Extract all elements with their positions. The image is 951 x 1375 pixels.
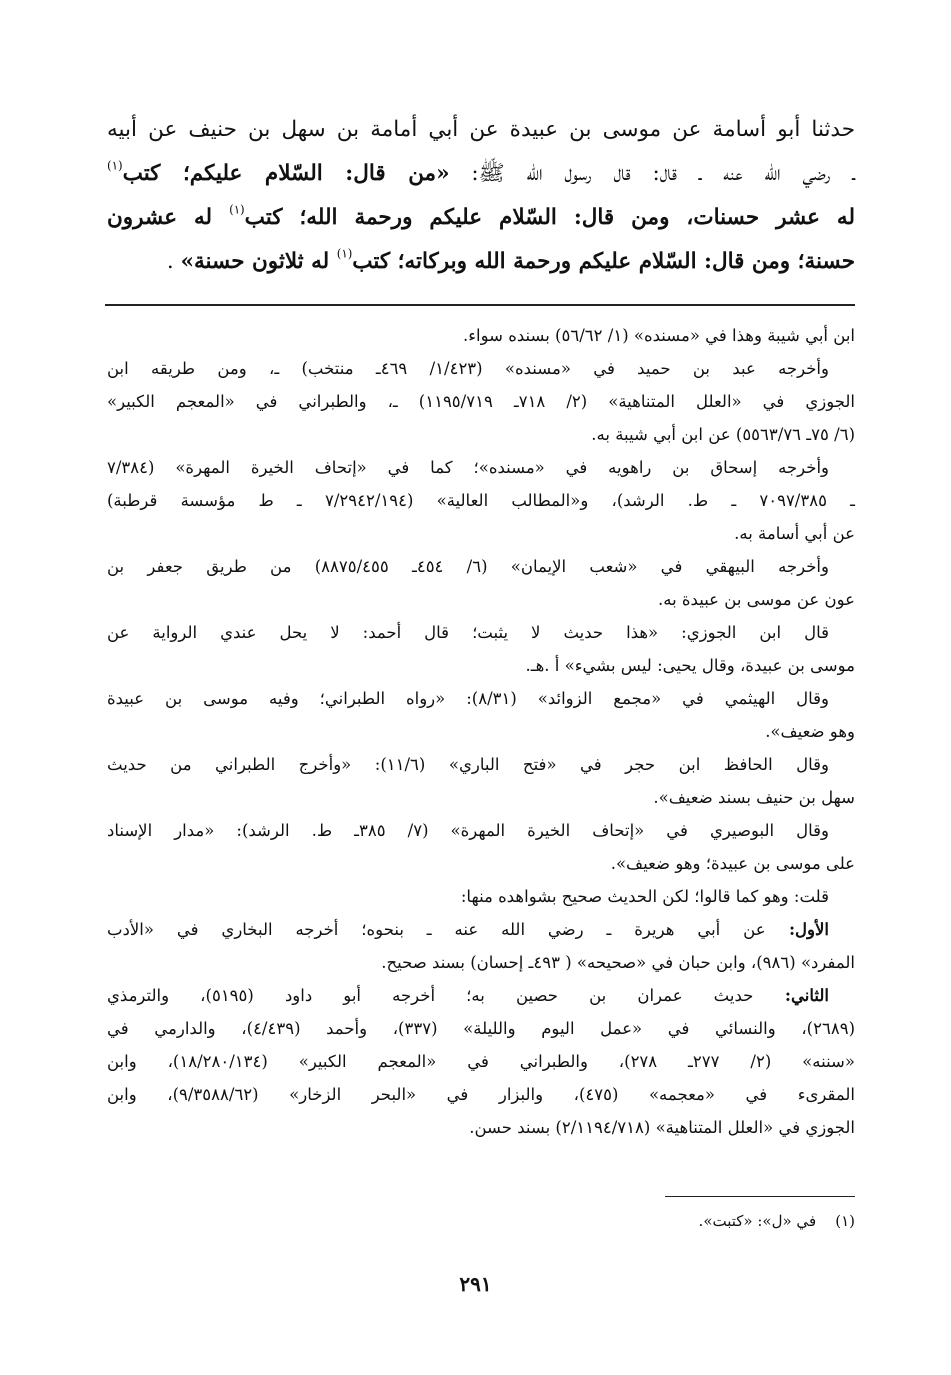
text-segment: ـ ٧٠٩٧/٣٨٥ ـ ط. الرشد)، و«المطالب العالية» (٧/٢٩٤٢/١٩٤ ـ ط مؤسسة قرطبة) <box>107 491 855 510</box>
text-segment: وأخرجه عبد بن حميد في «مسنده» (١/٤٢٣/ ٤٦٩ـ منتخب) ـ، ومن طريقه ابن <box>107 359 829 378</box>
commentary-line <box>107 319 855 352</box>
text-segment: قال ابن الجوزي: «هذا حديث لا يثبت؛ قال أحمد: لا يحل عندي الرواية عن <box>107 623 829 642</box>
commentary-line <box>107 517 855 550</box>
commentary-line <box>107 616 855 649</box>
footnote-reference: (١) <box>336 246 353 261</box>
commentary-text <box>107 319 855 1144</box>
text-segment: ـ رضي الله عنه ـ قال: قال رسول الله ﷺ: <box>449 161 855 186</box>
text-segment: المقرىء في «معجمه» (٤٧٥)، والبزار في «البحر الزخار» (٩/٣٥٨٨/٦٢)، وابن <box>107 1085 855 1104</box>
text-segment: حديث عمران بن حصين به؛ أخرجه أبو داود (٥١٩٥)، والترمذي <box>107 986 754 1005</box>
text-segment: وقال البوصيري في «إتحاف الخيرة المهرة» (٧/ ٣٨٥ـ ط. الرشد): «مدار الإسناد <box>107 821 829 840</box>
commentary-line <box>107 1045 855 1078</box>
main-text-line <box>107 108 855 152</box>
bold-text: الأول: <box>765 920 829 939</box>
text-segment: . <box>166 249 181 274</box>
text-segment: على موسى بن عبيدة؛ وهو ضعيف». <box>610 854 855 873</box>
text-segment: وأخرجه البيهقي في «شعب الإيمان» (٦/ ٤٥٤ـ ٨٨٧٥/٤٥٥) من طريق جعفر بن <box>107 557 829 576</box>
page-number: ٢٩١ <box>459 1272 492 1296</box>
text-segment: «سننه» (٢/ ٢٧٧ـ ٢٧٨)، والطبراني في «المعجم الكبير» (١٨/٢٨٠/١٣٤)، وابن <box>107 1052 855 1071</box>
footnote-divider <box>665 1196 855 1197</box>
text-segment: الجوزي في «العلل المتناهية» (٢/١١٩٤/٧١٨) بسند حسن. <box>469 1118 855 1137</box>
text-segment: الجوزي في «العلل المتناهية» (٢/ ٧١٨ـ ١١٩٥/٧١٩) ـ، والطبراني في «المعجم الكبير» <box>107 392 855 411</box>
footnote-marker: (١) <box>835 1212 855 1230</box>
footnote <box>699 1212 855 1230</box>
commentary-line <box>107 418 855 451</box>
commentary-line <box>107 814 855 847</box>
commentary-line <box>107 781 855 814</box>
bold-text: «من قال: السّلام عليكم؛ كتب <box>122 161 450 186</box>
text-segment: وهو ضعيف». <box>765 722 855 741</box>
commentary-line <box>107 946 855 979</box>
main-text-line <box>107 152 855 196</box>
bold-text: له عشر حسنات، ومن قال: السّلام عليكم ورحمة الله؛ كتب <box>244 205 856 230</box>
commentary-line <box>107 451 855 484</box>
commentary-line <box>107 583 855 616</box>
commentary-line <box>107 979 855 1012</box>
bold-text: الثاني: <box>753 986 829 1005</box>
bold-text: له عشرون <box>107 205 230 230</box>
text-segment: عن أبي أسامة به. <box>734 524 855 543</box>
commentary-line <box>107 880 855 913</box>
bold-text: له ثلاثون حسنة» <box>180 249 337 274</box>
commentary-line <box>107 1111 855 1144</box>
main-text-line <box>107 196 855 240</box>
text-segment: موسى بن عبيدة، وقال يحيى: ليس بشيء» أ .هـ. <box>525 656 855 675</box>
commentary-line <box>107 649 855 682</box>
text-segment: حدثنا أبو أسامة عن موسى بن عبيدة عن أبي أمامة بن سهل بن حنيف عن أبيه <box>107 117 855 142</box>
text-segment: وقال الهيثمي في «مجمع الزوائد» (٨/٣١): «رواه الطبراني؛ وفيه موسى بن عبيدة <box>107 689 829 708</box>
commentary-line <box>107 748 855 781</box>
commentary-line <box>107 385 855 418</box>
text-segment: وأخرجه إسحاق بن راهويه في «مسنده»؛ كما في «إتحاف الخيرة المهرة» (٧/٣٨٤ <box>107 458 829 477</box>
commentary-line <box>107 682 855 715</box>
commentary-line <box>107 1078 855 1111</box>
commentary-line <box>107 847 855 880</box>
text-segment: (٦/ ٧٥ـ ٥٥٦٣/٧٦) عن ابن أبي شيبة به. <box>591 425 855 444</box>
footnote-text: في «ل»: «كتبت». <box>698 1212 817 1230</box>
footnote-reference: (١) <box>229 202 245 217</box>
commentary-line <box>107 550 855 583</box>
text-segment: قلت: وهو كما قالوا؛ لكن الحديث صحيح بشواهده منها: <box>460 887 829 906</box>
text-segment: المفرد» (٩٨٦)، وابن حبان في «صحيحه» ( ٤٩٣ـ إحسان) بسند صحيح. <box>381 953 855 972</box>
text-segment: (٢٦٨٩)، والنسائي في «عمل اليوم والليلة» (٣٣٧)، وأحمد (٤/٤٣٩)، والدارمي في <box>107 1019 855 1038</box>
text-segment: وقال الحافظ ابن حجر في «فتح الباري» (١١/٦): «وأخرج الطبراني من حديث <box>107 755 830 774</box>
footnote-reference: (١) <box>107 158 123 173</box>
text-segment: عون عن موسى بن عبيدة به. <box>657 590 855 609</box>
text-segment: سهل بن حنيف بسند ضعيف». <box>653 788 855 807</box>
commentary-line <box>107 913 855 946</box>
commentary-line <box>107 1012 855 1045</box>
commentary-line <box>107 715 855 748</box>
main-text-divider <box>105 304 855 306</box>
text-segment: ابن أبي شيبة وهذا في «مسنده» (١/ ٥٦/٦٢) بسنده سواء. <box>463 326 855 345</box>
text-segment: عن أبي هريرة ـ رضي الله عنه ـ بنحوه؛ أخرجه البخاري في «الأدب <box>107 920 766 939</box>
main-text-line <box>107 240 855 284</box>
commentary-line <box>107 484 855 517</box>
bold-text: حسنة؛ ومن قال: السّلام عليكم ورحمة الله وبركاته؛ كتب <box>352 249 855 274</box>
main-hadith-text <box>107 108 855 284</box>
commentary-line <box>107 352 855 385</box>
